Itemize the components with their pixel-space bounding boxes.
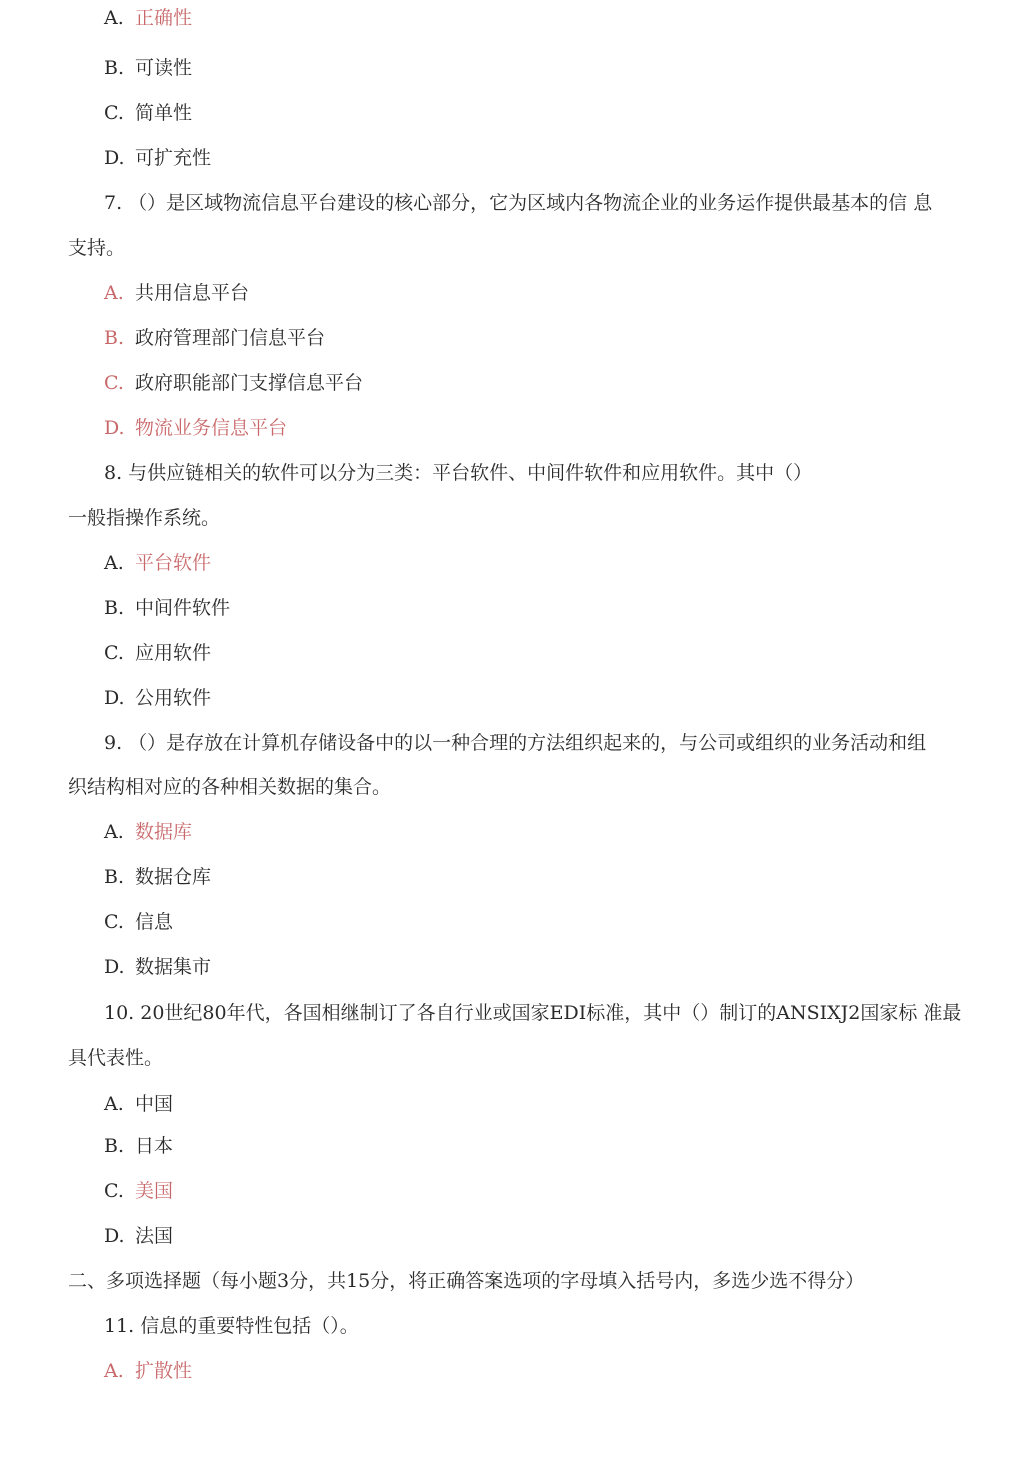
answer-option xyxy=(104,1359,192,1383)
option-letter: B. xyxy=(104,57,125,79)
question-text: 8. 与供应链相关的软件可以分为三类：平台软件、中间件软件和应用软件。其中（） xyxy=(104,462,813,484)
answer-option xyxy=(104,416,287,440)
option-text: 可读性 xyxy=(135,57,193,79)
option-text: 中国 xyxy=(135,1093,174,1115)
option-letter: D. xyxy=(104,956,125,978)
option-text: 可扩充性 xyxy=(135,147,212,169)
answer-option xyxy=(104,146,211,170)
option-letter: B. xyxy=(104,1135,125,1157)
section-heading: 二、多项选择题（每小题3分，共15分，将正确答案选项的字母填入括号内，多选少选不得分） xyxy=(68,1270,865,1292)
answer-option xyxy=(104,6,192,30)
option-text: 信息 xyxy=(135,911,174,933)
option-text: 简单性 xyxy=(135,102,193,124)
answer-option xyxy=(104,865,211,889)
option-text: 中间件软件 xyxy=(135,597,231,619)
question-text: 7. （）是区域物流信息平台建设的核心部分，它为区域内各物流企业的业务运作提供最基本的信 息 xyxy=(104,192,933,214)
option-text: 数据库 xyxy=(135,821,193,843)
option-letter: D. xyxy=(104,147,125,169)
option-letter: A. xyxy=(104,1093,124,1115)
option-text: 平台软件 xyxy=(135,552,212,574)
question-text: 10. 20世纪80年代，各国相继制订了各自行业或国家EDI标准，其中（）制订的ANSIXJ2国家标 准最 xyxy=(104,1002,962,1024)
answer-option xyxy=(104,551,211,575)
option-letter: A. xyxy=(104,282,124,304)
option-letter: D. xyxy=(104,1225,125,1247)
question-continuation: 支持。 xyxy=(68,237,126,259)
answer-option xyxy=(104,101,192,125)
option-text: 数据仓库 xyxy=(135,866,212,888)
option-letter: C. xyxy=(104,642,124,664)
option-letter: C. xyxy=(104,102,124,124)
option-text: 正确性 xyxy=(135,7,193,29)
question-continuation: 具代表性。 xyxy=(68,1047,164,1069)
answer-option xyxy=(104,820,192,844)
option-text: 共用信息平台 xyxy=(135,282,250,304)
option-text: 数据集市 xyxy=(135,956,212,978)
option-text: 政府职能部门支撑信息平台 xyxy=(135,372,364,394)
answer-option xyxy=(104,596,230,620)
option-letter: B. xyxy=(104,597,125,619)
answer-option xyxy=(104,371,363,395)
answer-option xyxy=(104,910,173,934)
option-letter: D. xyxy=(104,417,125,439)
question-text: 11. 信息的重要特性包括（）。 xyxy=(104,1315,359,1337)
option-text: 美国 xyxy=(135,1180,174,1202)
option-letter: B. xyxy=(104,327,125,349)
option-letter: D. xyxy=(104,687,125,709)
option-letter: B. xyxy=(104,866,125,888)
question-continuation: 一般指操作系统。 xyxy=(68,507,221,529)
answer-option xyxy=(104,326,325,350)
option-text: 日本 xyxy=(135,1135,174,1157)
option-letter: A. xyxy=(104,7,124,29)
answer-option xyxy=(104,1179,173,1203)
option-text: 政府管理部门信息平台 xyxy=(135,327,326,349)
answer-option xyxy=(104,1092,173,1116)
answer-option xyxy=(104,641,211,665)
question-continuation: 织结构相对应的各种相关数据的集合。 xyxy=(68,776,392,798)
option-letter: A. xyxy=(104,821,124,843)
option-text: 应用软件 xyxy=(135,642,212,664)
option-letter: C. xyxy=(104,1180,124,1202)
option-text: 公用软件 xyxy=(135,687,212,709)
option-text: 扩散性 xyxy=(135,1360,193,1382)
option-letter: C. xyxy=(104,372,124,394)
option-letter: C. xyxy=(104,911,124,933)
option-letter: A. xyxy=(104,552,124,574)
question-text: 9. （）是存放在计算机存储设备中的以一种合理的方法组织起来的，与公司或组织的业务活动和组 xyxy=(104,732,927,754)
answer-option xyxy=(104,281,249,305)
option-letter: A. xyxy=(104,1360,124,1382)
answer-option xyxy=(104,955,211,979)
option-text: 物流业务信息平台 xyxy=(135,417,288,439)
answer-option xyxy=(104,1224,173,1248)
answer-option xyxy=(104,56,192,80)
answer-option xyxy=(104,1134,173,1158)
answer-option xyxy=(104,686,211,710)
option-text: 法国 xyxy=(135,1225,174,1247)
